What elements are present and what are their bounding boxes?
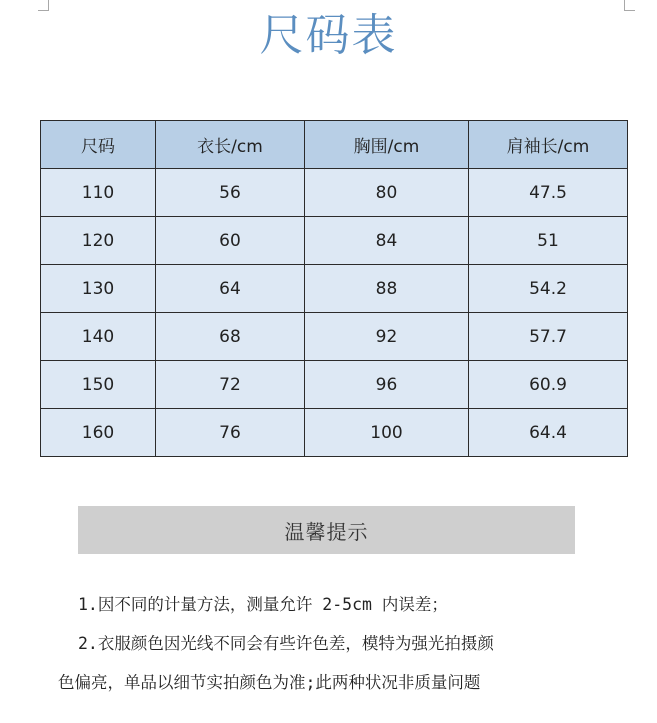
notice-line: 2.衣服颜色因光线不同会有些许色差，模特为强光拍摄颜	[78, 634, 494, 653]
table-cell: 92	[305, 313, 469, 361]
table-row	[41, 217, 628, 265]
table-cell: 72	[156, 361, 305, 409]
table-cell: 150	[41, 361, 156, 409]
header-size: 尺码	[41, 121, 156, 169]
table-row	[41, 409, 628, 457]
table-cell: 60.9	[469, 361, 628, 409]
notice-heading-bar	[78, 506, 575, 554]
page-title: 尺码表	[259, 10, 398, 61]
table-cell: 80	[305, 169, 469, 217]
table-cell: 130	[41, 265, 156, 313]
table-row	[41, 169, 628, 217]
table-cell: 96	[305, 361, 469, 409]
table-row	[41, 265, 628, 313]
table-cell: 64.4	[469, 409, 628, 457]
table-cell: 88	[305, 265, 469, 313]
header-length: 衣长/cm	[156, 121, 305, 169]
notice-text	[58, 590, 618, 707]
table-header-row	[41, 121, 628, 169]
table-cell: 120	[41, 217, 156, 265]
table-cell: 76	[156, 409, 305, 457]
notice-heading: 温馨提示	[284, 519, 369, 544]
table-cell: 64	[156, 265, 305, 313]
table-row	[41, 313, 628, 361]
header-shoulder-sleeve: 肩袖长/cm	[469, 121, 628, 169]
notice-line: 1.因不同的计量方法，测量允许 2-5cm 内误差；	[78, 595, 448, 614]
table-cell: 51	[469, 217, 628, 265]
table-cell: 100	[305, 409, 469, 457]
size-table	[40, 120, 628, 457]
header-chest: 胸围/cm	[305, 121, 469, 169]
table-row	[41, 361, 628, 409]
table-cell: 140	[41, 313, 156, 361]
notice-line: 色偏亮，单品以细节实拍颜色为准;此两种状况非质量问题	[58, 673, 481, 692]
table-cell: 110	[41, 169, 156, 217]
table-cell: 160	[41, 409, 156, 457]
table-cell: 68	[156, 313, 305, 361]
table-cell: 60	[156, 217, 305, 265]
table-cell: 56	[156, 169, 305, 217]
table-cell: 47.5	[469, 169, 628, 217]
table-cell: 54.2	[469, 265, 628, 313]
table-cell: 84	[305, 217, 469, 265]
table-cell: 57.7	[469, 313, 628, 361]
